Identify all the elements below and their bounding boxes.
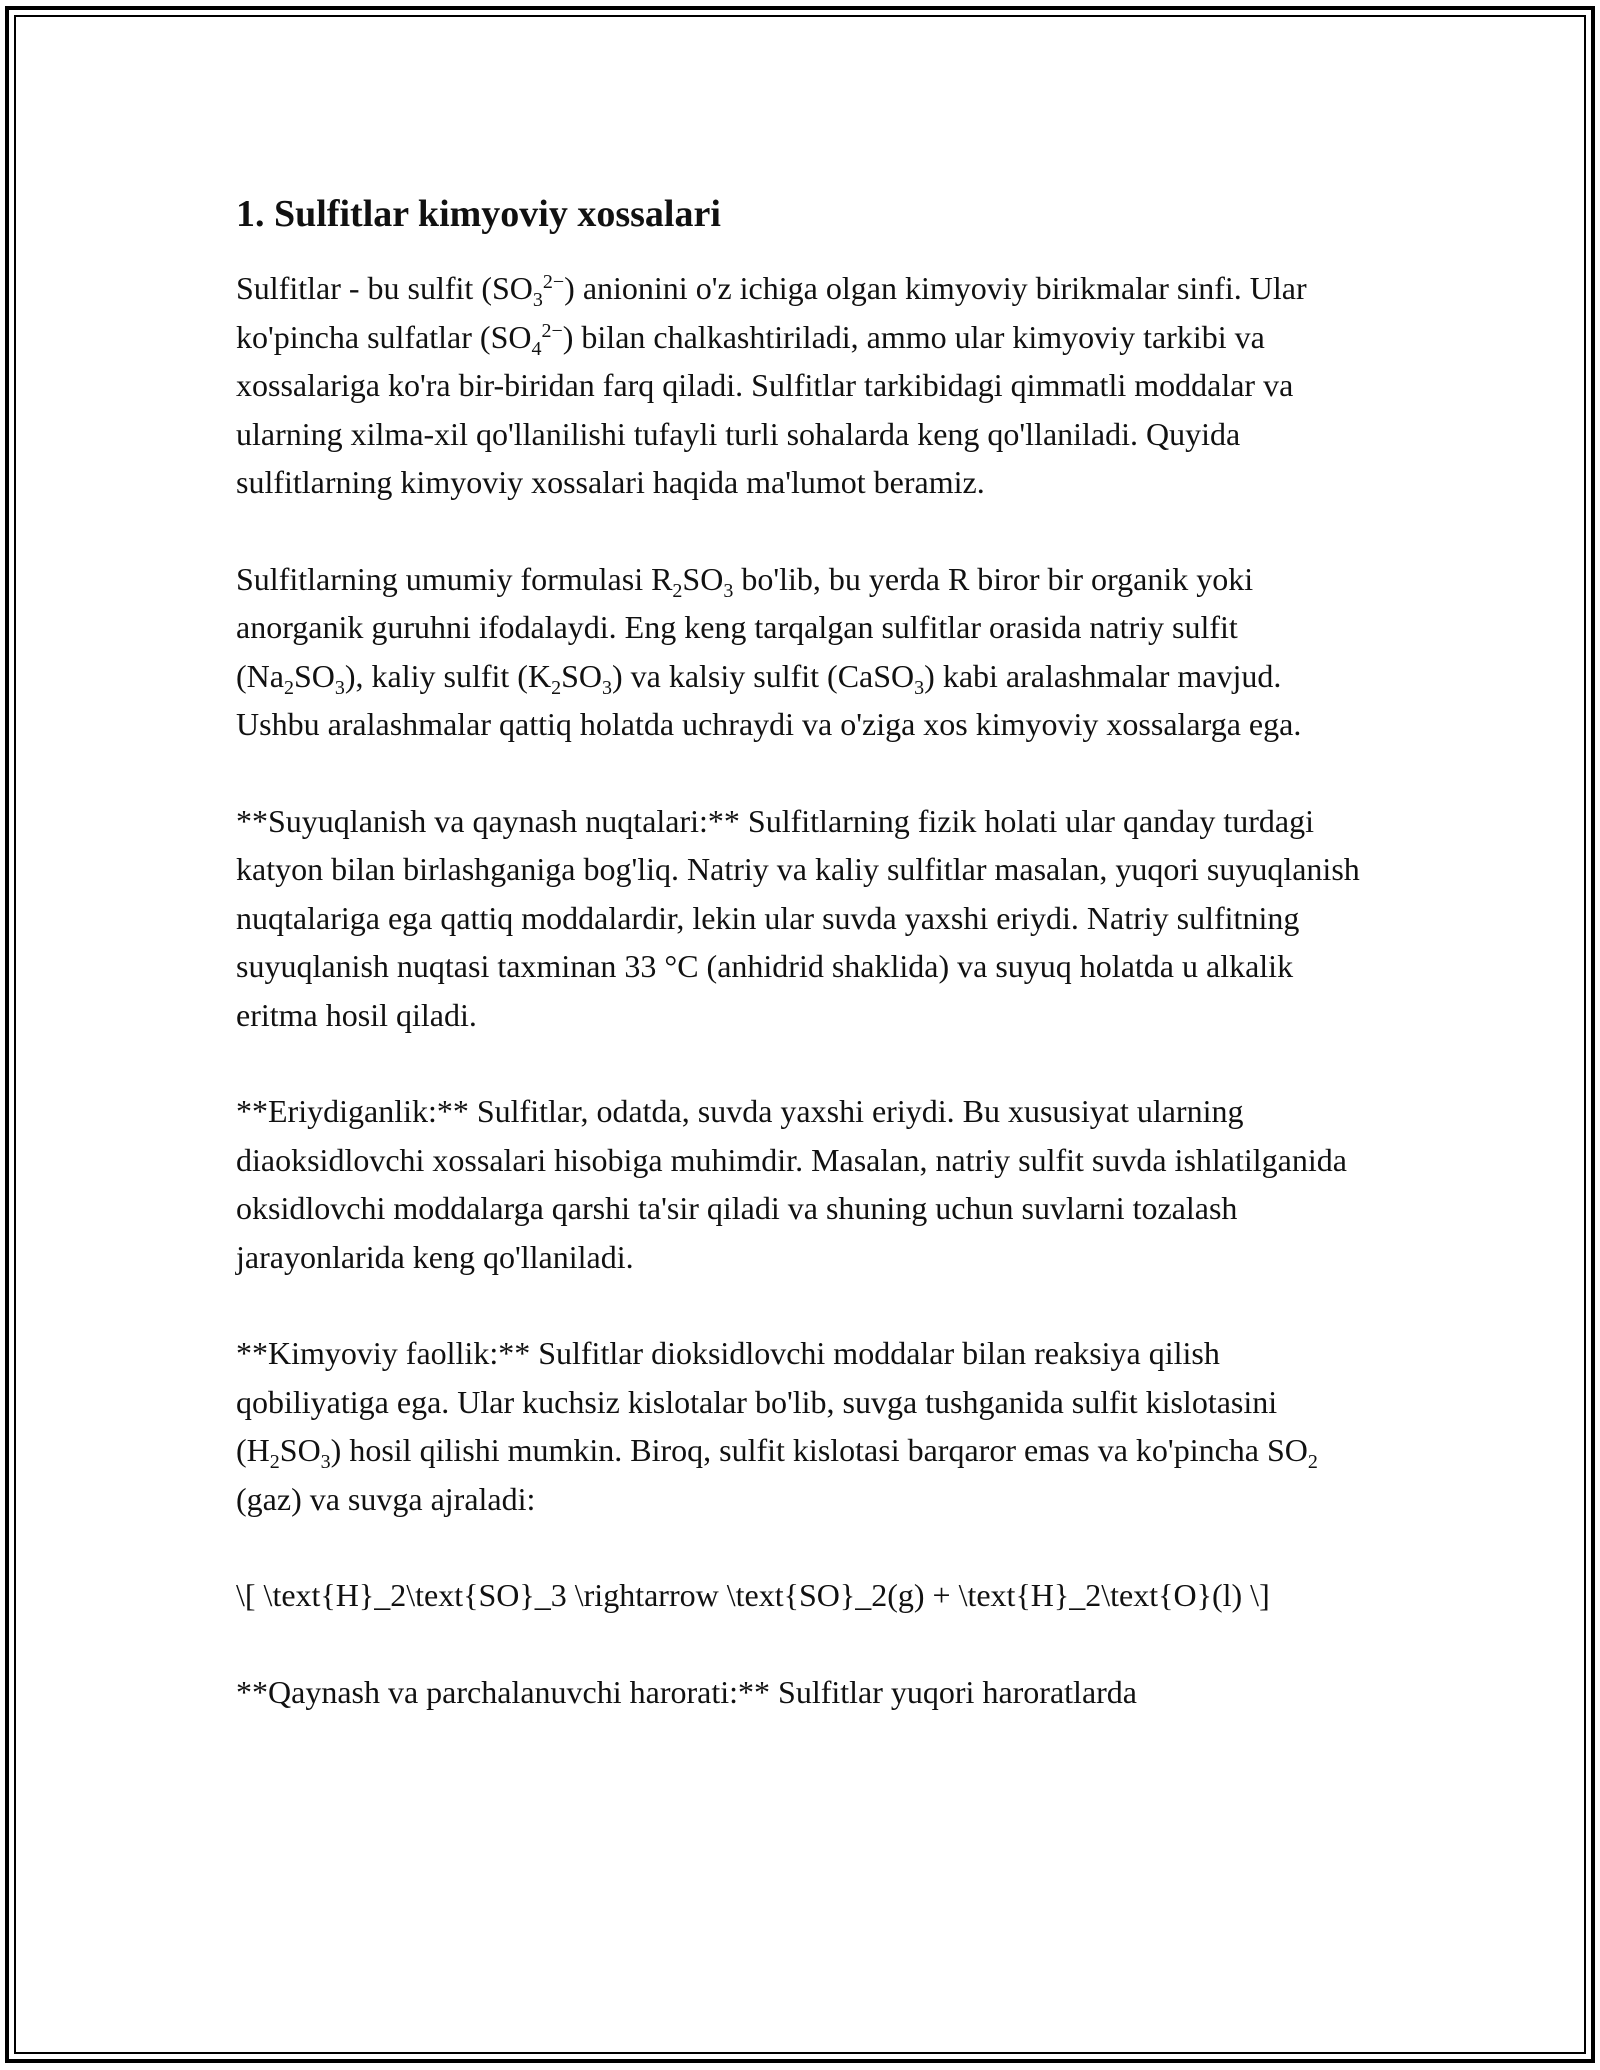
subscript: 3 [532, 289, 543, 311]
subscript: 3 [334, 676, 345, 699]
subscript: 2 [672, 579, 683, 602]
section-heading: 1. Sulfitlar kimyoviy xossalari [236, 193, 721, 235]
subscript: 3 [914, 676, 925, 699]
subscript: 3 [320, 1451, 331, 1473]
text-run: ) hosil qilishi mumkin. Biroq, sulfit kislotasi barqaror emas va ko'pincha SO [330, 1432, 1308, 1468]
subscript: 3 [723, 579, 734, 602]
text-run: SO [561, 657, 602, 694]
superscript: 2− [542, 271, 565, 293]
text-run: ) bilan chalkashtiriladi, ammo ular kimyoviy tarkibi va xossalariga ko'ra bir-biridan farq qiladi. Sulfitlar tarkibidagi qimmatli moddalar va ularning xilma-xil qo'llanilishi tufayli turli sohalarda keng qo'llaniladi. Quyida sulfitlarning kimyoviy xossalari haqida ma'lumot beramiz. [236, 318, 1294, 500]
text-run: bo'lib, bu yerda R biror bir organik yoki anorganik guruhni ifodalaydi. Eng keng tarqalgan sulfitlar orasida natriy sulfit (Na [236, 560, 1254, 694]
paragraph-formula [236, 555, 1366, 749]
text-run: SO [293, 657, 335, 694]
text-run: **Kimyoviy faollik:** Sulfitlar dioksidlovchi moddalar bilan reaksiya qilish qobiliyatiga ega. Ular kuchsiz kislotalar bo'lib, suvga tushganida sulfit kislotasini (H [236, 1335, 1278, 1468]
superscript: 2− [541, 319, 563, 342]
subscript: 2 [269, 1451, 280, 1473]
paragraph-boiling-decomposition: **Qaynash va parchalanuvchi harorati:** Sulfitlar yuqori haroratlarda [236, 1673, 1137, 1710]
text-run: (gaz) va suvga ajraladi: [236, 1480, 536, 1517]
subscript: 4 [531, 337, 542, 360]
subscript: 2 [283, 676, 294, 699]
paragraph-intro [236, 264, 1366, 507]
text-run: ) kabi aralashmalar mavjud. Ushbu aralashmalar qattiq holatda uchraydi va o'ziga xos kimyoviy xossalarga ega. [236, 657, 1302, 742]
text-run: SO [279, 1432, 321, 1468]
subscript: 3 [601, 676, 612, 699]
paragraph-solubility: **Eriydiganlik:** Sulfitlar, odatda, suvda yaxshi eriydi. Bu xususiyat ularning diaoksidlovchi xossalari hisobiga muhimdir. Masalan, natriy sulfit suvda ishlatilganida oksidlovchi moddalarga qarshi ta'sir qiladi va shuning uchun suvlarni tozalash jarayonlarida keng qo'llaniladi. [236, 1093, 1347, 1275]
text-run: SO [682, 560, 724, 597]
text-run: ) va kalsiy sulfit (CaSO [611, 657, 915, 694]
paragraph-melting-points: **Suyuqlanish va qaynash nuqtalari:** Sulfitlarning fizik holati ular qanday turdagi katyon bilan birlashganiga bog'liq. Natriy va kaliy sulfitlar masalan, yuqori suyuqlanish nuqtalariga ega qattiq moddalardir, lekin ular suvda yaxshi eriydi. Natriy sulfitning suyuqlanish nuqtasi taxminan 33 °C (anhidrid shaklida) va suyuq holatda u alkalik eritma hosil qiladi. [236, 802, 1360, 1033]
subscript: 2 [1307, 1451, 1318, 1473]
paragraph-chemical-activity [236, 1329, 1366, 1523]
document-body [236, 188, 1366, 1764]
paragraph-equation: \[ \text{H}_2\text{SO}_3 \rightarrow \text{SO}_2(g) + \text{H}_2\text{O}(l) \] [236, 1577, 1270, 1613]
subscript: 2 [551, 676, 562, 699]
text-run: ) anionini o'z ichiga olgan kimyoviy birikmalar sinfi. Ular ko'pincha sulfatlar (SO [236, 270, 1307, 355]
text-run: Sulfitlar - bu sulfit (SO [236, 270, 533, 306]
text-run: Sulfitlarning umumiy formulasi R [236, 560, 673, 597]
text-run: ), kaliy sulfit (K [344, 657, 552, 694]
